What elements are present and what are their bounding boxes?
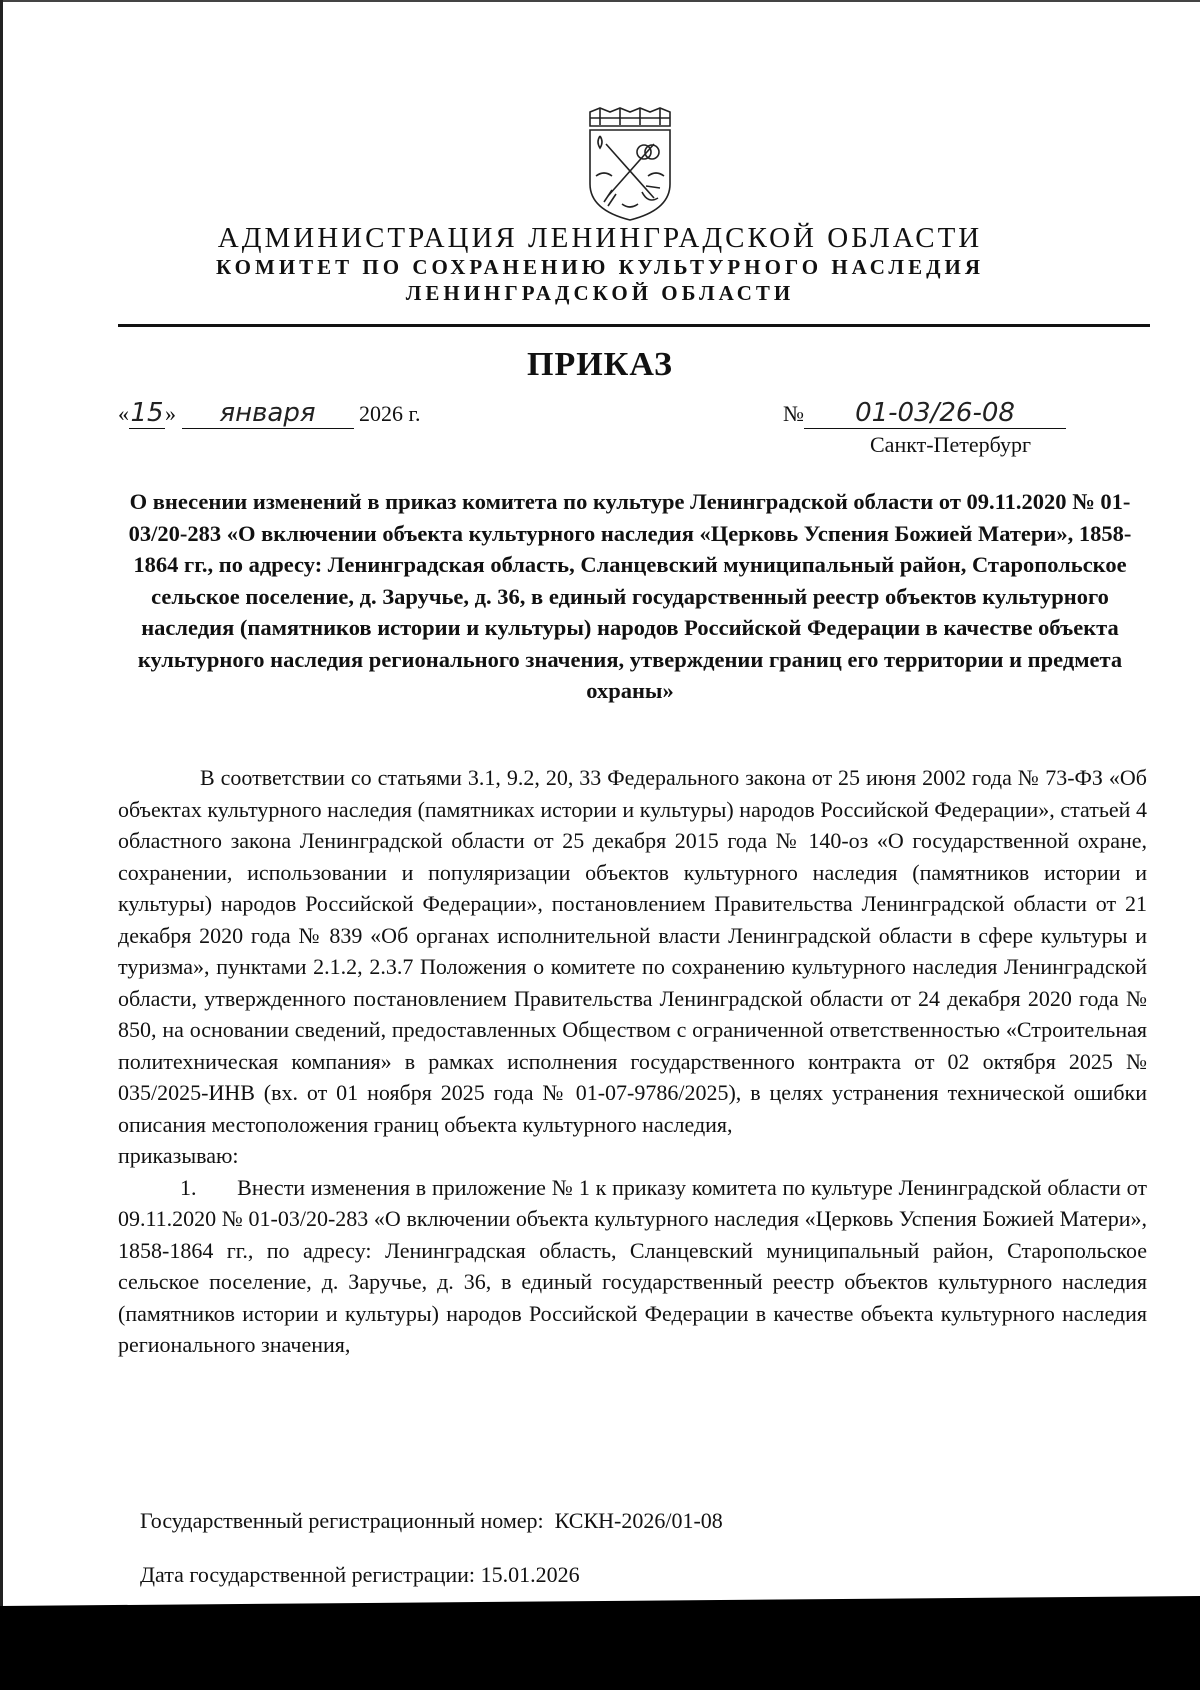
order-number-value: 01-03/26-08 xyxy=(804,398,1066,429)
committee-name-line2: ЛЕНИНГРАДСКОЙ ОБЛАСТИ xyxy=(405,281,795,305)
order-year: 2026 г. xyxy=(359,401,421,426)
registration-number-value: КСКН-2026/01-08 xyxy=(554,1508,723,1533)
list-item xyxy=(118,1172,1147,1361)
order-subject: О внесении изменений в приказ комитета по культуре Ленинградской области от 09.11.2020 № 01-03/20-283 «О включении объекта культурного наследия «Церковь Успения Божией Матери», 1858-1864 гг., по адресу: Ленинградская область, Сланцевский муниципальный район, Старопольское сельское поселение, д. Заручье, д. 36, в единый государственный реестр объектов культурного наследия (памятников истории и культуры) народов Российской Федерации в качестве объекта культурного наследия регионального значения, утверждении границ его территории и предмета охраны» xyxy=(128,489,1132,703)
registration-date xyxy=(140,1562,580,1588)
registration-date-value: 15.01.2026 xyxy=(480,1562,580,1587)
administration-title: АДМИНИСТРАЦИЯ ЛЕНИНГРАДСКОЙ ОБЛАСТИ xyxy=(217,222,983,254)
order-day: 15 xyxy=(130,398,164,428)
item-text: Внести изменения в приложение № 1 к приказу комитета по культуре Ленинградской области от 09.11.2020 № 01-03/20-283 «О включении объекта культурного наследия «Церковь Успения Божией Матери», 1858-1864 гг., по адресу: Ленинградская область, Сланцевский муниципальный район, Старопольское сельское поселение, д. Заручье, д. 36, в единый государственный реестр объектов культурного наследия (памятников истории и культуры) народов Российской Федерации в качестве объекта культурного наследия регионального значения, xyxy=(118,1174,1148,1357)
registration-number xyxy=(140,1508,723,1534)
decree-word: приказываю: xyxy=(118,1143,239,1168)
preamble-paragraph: В соответствии со статьями 3.1, 9.2, 20, 33 Федерального закона от 25 июня 2002 года № 73-ФЗ «Об объектах культурного наследия (памятниках истории и культуры) народов Российской Федерации», статьей 4 областного закона Ленинградской области от 25 декабря 2015 года № 140-оз «О государственной охране, сохранении, использовании и популяризации объектов культурного наследия (памятников истории и культуры) народов Российской Федерации», постановлением Правительства Ленинградской области от 21 декабря 2020 года № 839 «Об органах исполнительной власти Ленинградской области в сфере культуры и туризма», пунктами 2.1.2, 2.3.7 Положения о комитете по сохранению культурного наследия Ленинградской области, утвержденного постановлением Правительства Ленинградской области от 24 декабря 2020 года № 850, на основании сведений, предоставленных Обществом с ограниченной ответственностью «Строительная политехническая компания» в рамках исполнения государственного контракта от 02 октября 2025 № 035/2025-ИНВ (вх. от 01 ноября 2025 года № 01-07-9786/2025), в целях устранения технической ошибки описания местоположения границ объекта культурного наследия, xyxy=(118,765,1147,1137)
order-number-label: № xyxy=(783,401,804,426)
date-open-quote: « xyxy=(118,401,129,426)
order-date xyxy=(118,398,421,429)
order-body xyxy=(118,762,1147,1361)
coat-of-arms-emblem xyxy=(582,106,678,224)
order-city: Санкт-Петербург xyxy=(870,432,1031,457)
order-month: января xyxy=(182,398,354,429)
committee-name-line1: КОМИТЕТ ПО СОХРАНЕНИЮ КУЛЬТУРНОГО НАСЛЕДИЯ xyxy=(215,255,985,279)
header-divider xyxy=(118,324,1150,327)
registration-date-label: Дата государственной регистрации: xyxy=(140,1562,476,1587)
document-title: ПРИКАЗ xyxy=(527,346,673,383)
scan-top-edge xyxy=(0,0,1200,2)
registration-number-label: Государственный регистрационный номер: xyxy=(140,1508,544,1533)
date-close-quote: » xyxy=(165,401,176,426)
item-number: 1. xyxy=(180,1174,197,1200)
order-number xyxy=(783,398,1066,429)
scan-bottom-border xyxy=(0,1596,1200,1690)
